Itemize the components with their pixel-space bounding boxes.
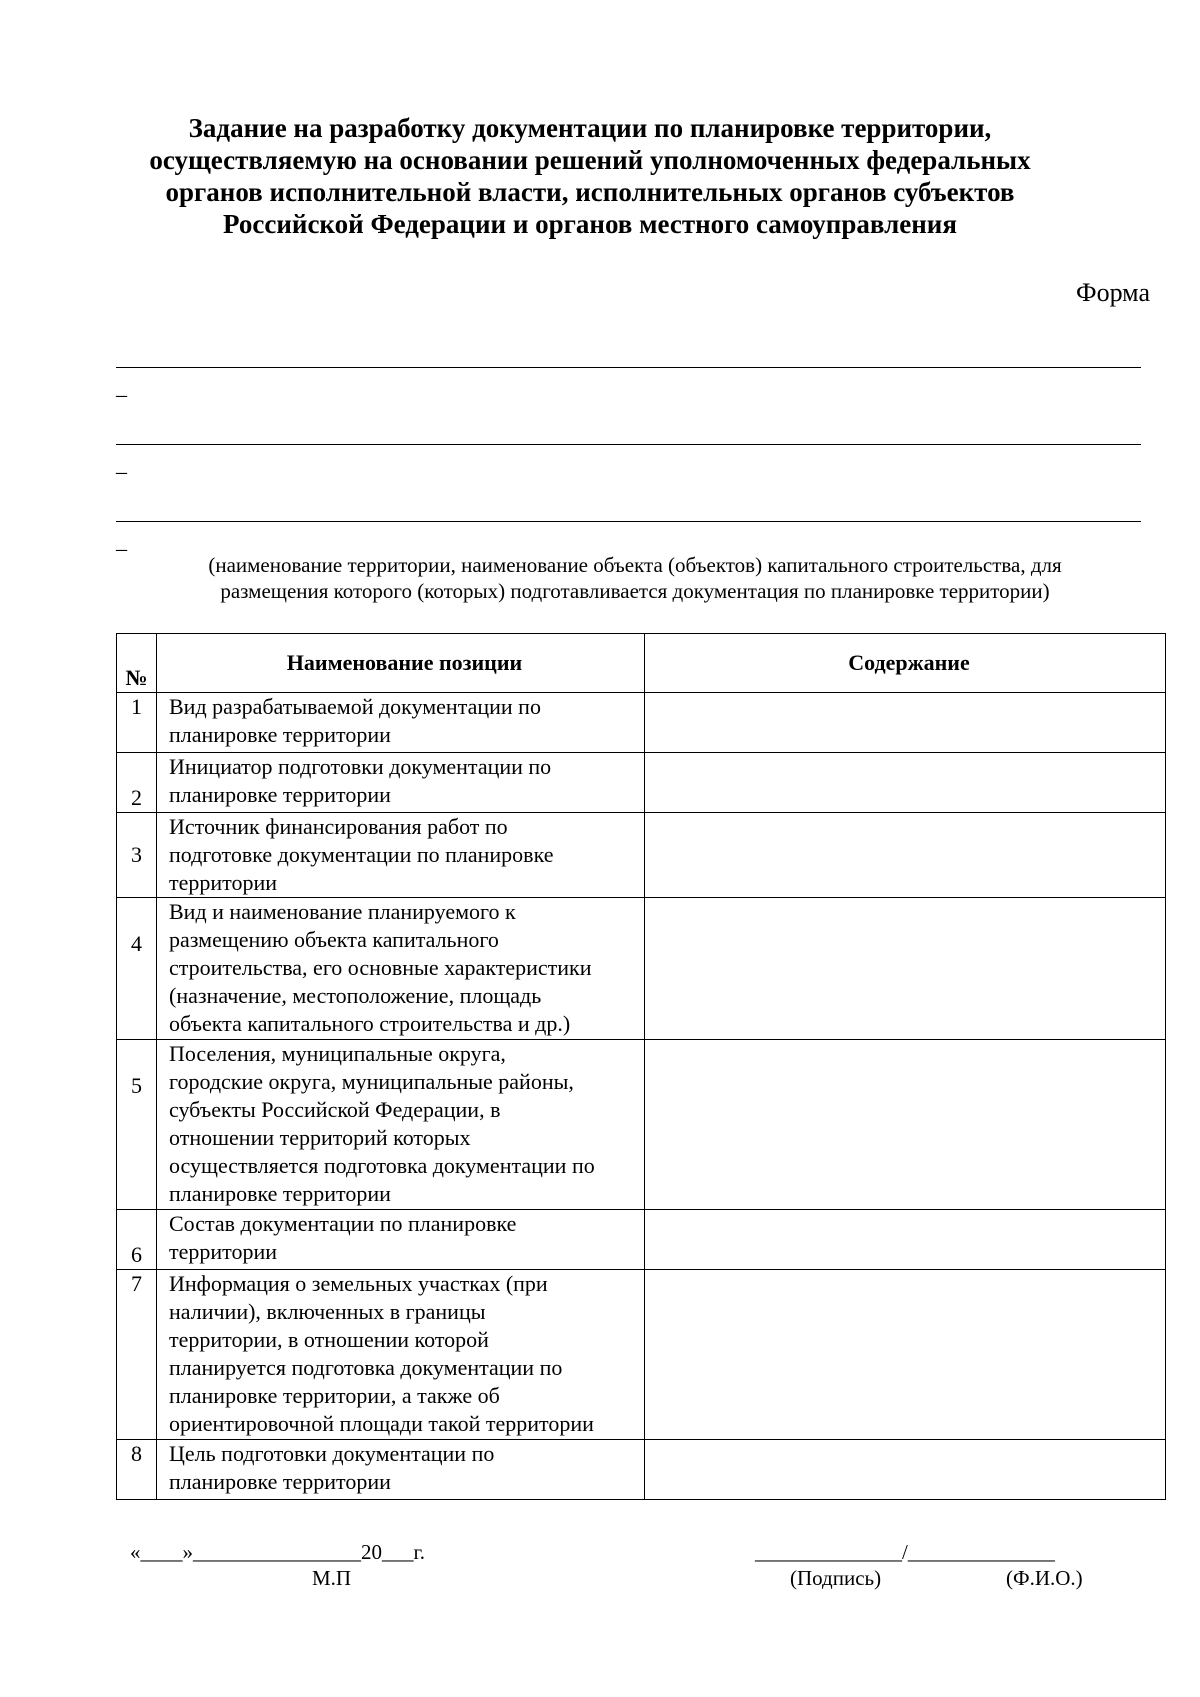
signature-field[interactable]: ______________/______________: [755, 1540, 1055, 1564]
table-row: [117, 693, 1166, 753]
fill-line-3[interactable]: [116, 521, 1141, 522]
fill-line-2[interactable]: [116, 444, 1141, 445]
row-num: 5: [117, 1040, 157, 1210]
row-content-cell[interactable]: [645, 753, 1166, 813]
row-position: Информация о земельных участках (при наличии), включенных в границы территории, в отношении которой планируется подготовка документации по планировке территории, а также об ориентировочной площади такой территории: [157, 1270, 645, 1440]
fio-label: (Ф.И.О.): [1006, 1566, 1083, 1590]
row-num: 6: [117, 1210, 157, 1270]
row-num: 4: [117, 898, 157, 1040]
fill-line-dash: _: [116, 528, 127, 553]
fill-line-1[interactable]: [116, 367, 1141, 368]
row-content-cell[interactable]: [645, 1440, 1166, 1500]
row-num: 1: [117, 693, 157, 753]
row-num: 3: [117, 813, 157, 898]
table-row: [117, 1040, 1166, 1210]
signature-label: (Подпись): [790, 1566, 882, 1590]
table-row: [117, 1270, 1166, 1440]
row-position: Цель подготовки документации по планировке территории: [157, 1440, 645, 1500]
table-row: [117, 1210, 1166, 1270]
row-position: Состав документации по планировке территории: [157, 1210, 645, 1270]
row-position: Вид разрабатываемой документации по планировке территории: [157, 693, 645, 753]
header-name: Наименование позиции: [157, 634, 645, 693]
caption-line: (наименование территории, наименование объекта (объектов) капитального строительства, для: [208, 553, 1062, 577]
row-position: Вид и наименование планируемого к размещению объекта капитального строительства, его основные характеристики (назначение, местоположение, площадь объекта капитального строительства и др.): [157, 898, 645, 1040]
table-row: [117, 813, 1166, 898]
row-num: 8: [117, 1440, 157, 1500]
row-position: Инициатор подготовки документации по планировке территории: [157, 753, 645, 813]
form-label: Форма: [1076, 278, 1150, 307]
header-num: №: [117, 634, 157, 693]
table-header-row: [117, 634, 1166, 693]
row-num: 7: [117, 1270, 157, 1440]
fill-line-dash: _: [116, 374, 127, 399]
row-num: 2: [117, 753, 157, 813]
date-field[interactable]: «____»________________20___г.: [130, 1540, 425, 1564]
assignment-table: [116, 633, 1166, 1500]
table-row: [117, 898, 1166, 1040]
row-content-cell[interactable]: [645, 813, 1166, 898]
fill-line-dash: _: [116, 451, 127, 476]
row-content-cell[interactable]: [645, 693, 1166, 753]
stamp-label: М.П: [312, 1566, 352, 1590]
title-line: Задание на разработку документации по планировке территории,: [188, 113, 992, 143]
header-content: Содержание: [645, 634, 1166, 693]
title-line: органов исполнительной власти, исполнительных органов субъектов: [165, 177, 1015, 207]
row-content-cell[interactable]: [645, 1270, 1166, 1440]
row-position: Источник финансирования работ по подготовке документации по планировке территории: [157, 813, 645, 898]
title-line: Российской Федерации и органов местного самоуправления: [223, 209, 957, 239]
row-content-cell[interactable]: [645, 1210, 1166, 1270]
row-content-cell[interactable]: [645, 898, 1166, 1040]
row-position: Поселения, муниципальные округа, городские округа, муниципальные районы, субъекты Российской Федерации, в отношении территорий которых осуществляется подготовка документации по планировке территории: [157, 1040, 645, 1210]
row-content-cell[interactable]: [645, 1040, 1166, 1210]
document-title: [120, 112, 1060, 240]
fill-caption: [120, 552, 1150, 604]
table-row: [117, 753, 1166, 813]
caption-line: размещения которого (которых) подготавливается документация по планировке территории): [220, 579, 1050, 603]
title-line: осуществляемую на основании решений уполномоченных федеральных: [149, 145, 1031, 175]
table-row: [117, 1440, 1166, 1500]
